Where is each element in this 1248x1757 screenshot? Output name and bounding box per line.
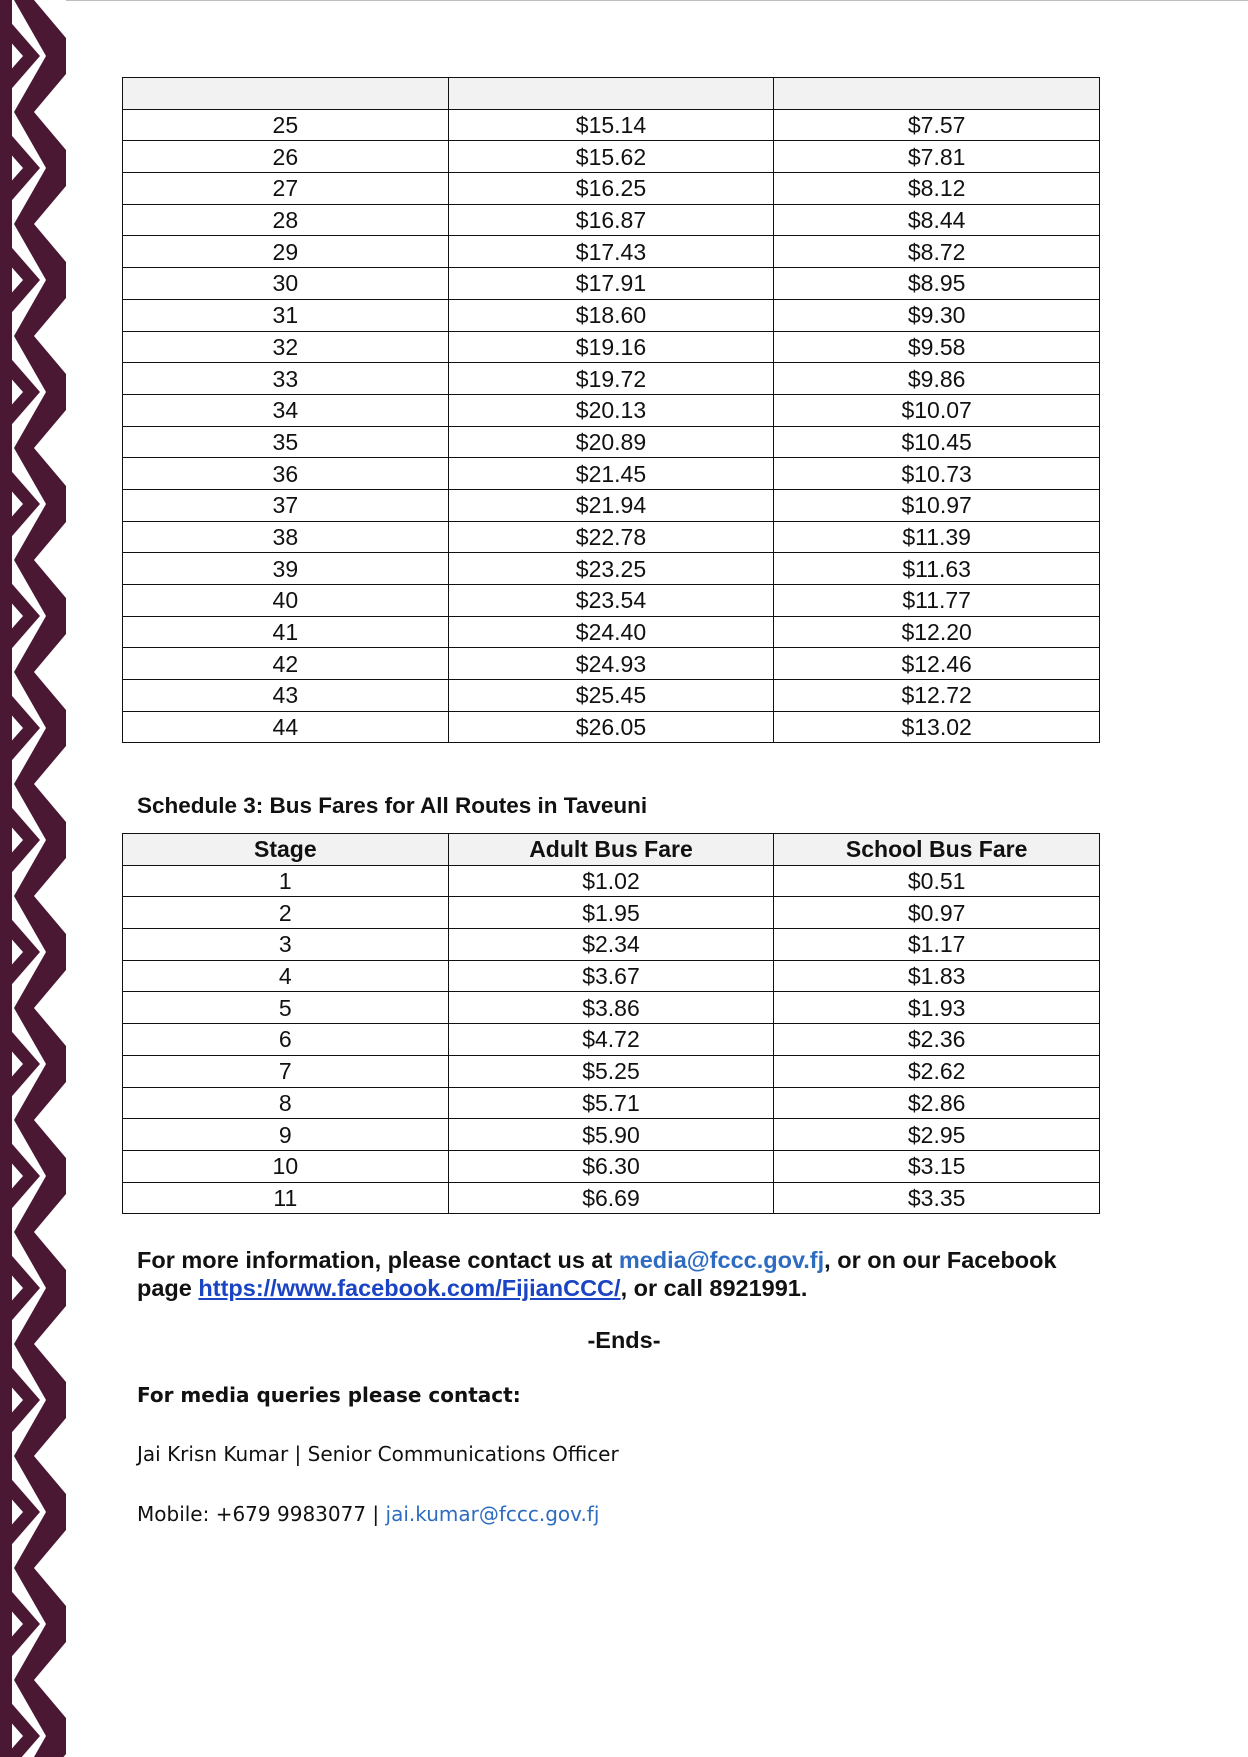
table-row xyxy=(123,680,1100,712)
table-cell: $7.81 xyxy=(774,141,1100,173)
table-cell: $8.12 xyxy=(774,173,1100,205)
table-cell: $1.02 xyxy=(448,865,774,897)
table-row xyxy=(123,458,1100,490)
table-cell: 25 xyxy=(123,109,449,141)
table-cell: 33 xyxy=(123,363,449,395)
table-cell: $9.30 xyxy=(774,299,1100,331)
table-cell: $3.15 xyxy=(774,1150,1100,1182)
table-row xyxy=(123,363,1100,395)
table-cell: $0.97 xyxy=(774,897,1100,929)
table-cell: $17.91 xyxy=(448,268,774,300)
table-cell: 28 xyxy=(123,204,449,236)
table-cell: 35 xyxy=(123,426,449,458)
ends-marker: -Ends- xyxy=(587,1327,661,1353)
table-row xyxy=(123,141,1100,173)
table-cell: $12.20 xyxy=(774,616,1100,648)
table-row xyxy=(123,960,1100,992)
table-cell: $22.78 xyxy=(448,521,774,553)
table-cell: 11 xyxy=(123,1182,449,1214)
table-row xyxy=(123,173,1100,205)
schedule-3-title: Schedule 3: Bus Fares for All Routes in Taveuni xyxy=(137,793,648,818)
table-cell: 41 xyxy=(123,616,449,648)
table-row xyxy=(123,1024,1100,1056)
table-cell: $9.58 xyxy=(774,331,1100,363)
table-cell: $1.83 xyxy=(774,960,1100,992)
table-cell: 34 xyxy=(123,394,449,426)
table-cell: $15.62 xyxy=(448,141,774,173)
table-row xyxy=(123,299,1100,331)
table-cell: $10.45 xyxy=(774,426,1100,458)
contact-officer-line: Jai Krisn Kumar | Senior Communications Officer xyxy=(137,1442,619,1466)
table-cell: 39 xyxy=(123,553,449,585)
table-cell: $6.69 xyxy=(448,1182,774,1214)
table-cell: 3 xyxy=(123,929,449,961)
table-cell: $2.62 xyxy=(774,1055,1100,1087)
table-row xyxy=(123,648,1100,680)
table-cell: $2.34 xyxy=(448,929,774,961)
table-cell: $12.46 xyxy=(774,648,1100,680)
table-cell: $10.07 xyxy=(774,394,1100,426)
table-cell: $24.40 xyxy=(448,616,774,648)
table-cell: 27 xyxy=(123,173,449,205)
table-cell: $19.72 xyxy=(448,363,774,395)
table-cell: $11.63 xyxy=(774,553,1100,585)
table-header-cell xyxy=(448,78,774,110)
table-row xyxy=(123,585,1100,617)
table-cell: $23.54 xyxy=(448,585,774,617)
table-cell: 9 xyxy=(123,1119,449,1151)
officer-email-link[interactable]: jai.kumar@fccc.gov.fj xyxy=(385,1502,600,1526)
table-cell: 37 xyxy=(123,489,449,521)
table-cell: $11.77 xyxy=(774,585,1100,617)
table-row xyxy=(123,992,1100,1024)
table-row xyxy=(123,1087,1100,1119)
table-cell: 10 xyxy=(123,1150,449,1182)
table-cell: 4 xyxy=(123,960,449,992)
table-cell: $17.43 xyxy=(448,236,774,268)
table-cell: $16.87 xyxy=(448,204,774,236)
table-cell: 38 xyxy=(123,521,449,553)
table-cell: $13.02 xyxy=(774,711,1100,743)
table-row xyxy=(123,1182,1100,1214)
table-cell: $9.86 xyxy=(774,363,1100,395)
table-cell: 31 xyxy=(123,299,449,331)
table-cell: $20.13 xyxy=(448,394,774,426)
table-row xyxy=(123,897,1100,929)
media-queries-heading: For media queries please contact: xyxy=(137,1383,521,1407)
table-row xyxy=(123,711,1100,743)
bus-fare-table-continued xyxy=(122,77,1100,743)
table-cell: 36 xyxy=(123,458,449,490)
table-cell: $26.05 xyxy=(448,711,774,743)
table-cell: 26 xyxy=(123,141,449,173)
table-cell: $8.95 xyxy=(774,268,1100,300)
table-row xyxy=(123,426,1100,458)
table-row xyxy=(123,109,1100,141)
contact-text: For more information, please contact us at xyxy=(137,1247,619,1273)
contact-text: , or on our Facebook page xyxy=(137,1247,1057,1301)
table-row xyxy=(123,1119,1100,1151)
table-cell: $8.72 xyxy=(774,236,1100,268)
table-cell: $10.97 xyxy=(774,489,1100,521)
table-cell: $1.17 xyxy=(774,929,1100,961)
schedule-3-fare-table xyxy=(122,833,1100,1214)
table-cell: 29 xyxy=(123,236,449,268)
table-cell: $1.93 xyxy=(774,992,1100,1024)
table-row xyxy=(123,865,1100,897)
table-cell: $23.25 xyxy=(448,553,774,585)
table-cell: $16.25 xyxy=(448,173,774,205)
table-header-adult-fare: Adult Bus Fare xyxy=(448,834,774,866)
mobile-number-text: Mobile: +679 9983077 | xyxy=(137,1502,386,1526)
facebook-link[interactable]: https://www.facebook.com/FijianCCC/ xyxy=(198,1275,621,1301)
table-row xyxy=(123,331,1100,363)
table-cell: 5 xyxy=(123,992,449,1024)
table-cell: $5.25 xyxy=(448,1055,774,1087)
table-row xyxy=(123,204,1100,236)
table-row xyxy=(123,1150,1100,1182)
table-header-row xyxy=(123,834,1100,866)
table-cell: 6 xyxy=(123,1024,449,1056)
table-cell: $25.45 xyxy=(448,680,774,712)
table-cell: $0.51 xyxy=(774,865,1100,897)
table-cell: $10.73 xyxy=(774,458,1100,490)
table-cell: 30 xyxy=(123,268,449,300)
table-cell: $19.16 xyxy=(448,331,774,363)
table-cell: $4.72 xyxy=(448,1024,774,1056)
table-header-school-fare: School Bus Fare xyxy=(774,834,1100,866)
table-cell: $3.67 xyxy=(448,960,774,992)
contact-mobile-line xyxy=(137,1502,599,1526)
table-header-row xyxy=(123,78,1100,110)
media-email-link[interactable]: media@fccc.gov.fj xyxy=(618,1247,825,1273)
table-cell: $20.89 xyxy=(448,426,774,458)
table-header-cell xyxy=(774,78,1100,110)
table-cell: 2 xyxy=(123,897,449,929)
table-cell: $21.45 xyxy=(448,458,774,490)
table-cell: $21.94 xyxy=(448,489,774,521)
table-cell: $3.35 xyxy=(774,1182,1100,1214)
table-cell: $5.90 xyxy=(448,1119,774,1151)
table-cell: 8 xyxy=(123,1087,449,1119)
table-cell: $15.14 xyxy=(448,109,774,141)
table-header-stage: Stage xyxy=(123,834,449,866)
table-cell: 40 xyxy=(123,585,449,617)
table-cell: 32 xyxy=(123,331,449,363)
table-cell: $12.72 xyxy=(774,680,1100,712)
table-cell: $8.44 xyxy=(774,204,1100,236)
table-row xyxy=(123,489,1100,521)
table-cell: $5.71 xyxy=(448,1087,774,1119)
table-cell: 1 xyxy=(123,865,449,897)
table-row xyxy=(123,394,1100,426)
table-cell: 44 xyxy=(123,711,449,743)
table-row xyxy=(123,521,1100,553)
table-row xyxy=(123,616,1100,648)
table-cell: 42 xyxy=(123,648,449,680)
table-cell: $7.57 xyxy=(774,109,1100,141)
table-row xyxy=(123,929,1100,961)
table-row xyxy=(123,1055,1100,1087)
table-cell: $3.86 xyxy=(448,992,774,1024)
contact-information-paragraph xyxy=(137,1246,1097,1302)
table-cell: $18.60 xyxy=(448,299,774,331)
table-cell: $1.95 xyxy=(448,897,774,929)
table-cell: 7 xyxy=(123,1055,449,1087)
table-header-cell xyxy=(123,78,449,110)
table-row xyxy=(123,553,1100,585)
table-cell: $2.95 xyxy=(774,1119,1100,1151)
table-cell: $2.86 xyxy=(774,1087,1100,1119)
table-row xyxy=(123,268,1100,300)
table-row xyxy=(123,236,1100,268)
table-cell: $2.36 xyxy=(774,1024,1100,1056)
table-cell: 43 xyxy=(123,680,449,712)
table-cell: $6.30 xyxy=(448,1150,774,1182)
contact-text: , or call 8921991. xyxy=(620,1275,808,1301)
table-cell: $24.93 xyxy=(448,648,774,680)
table-cell: $11.39 xyxy=(774,521,1100,553)
